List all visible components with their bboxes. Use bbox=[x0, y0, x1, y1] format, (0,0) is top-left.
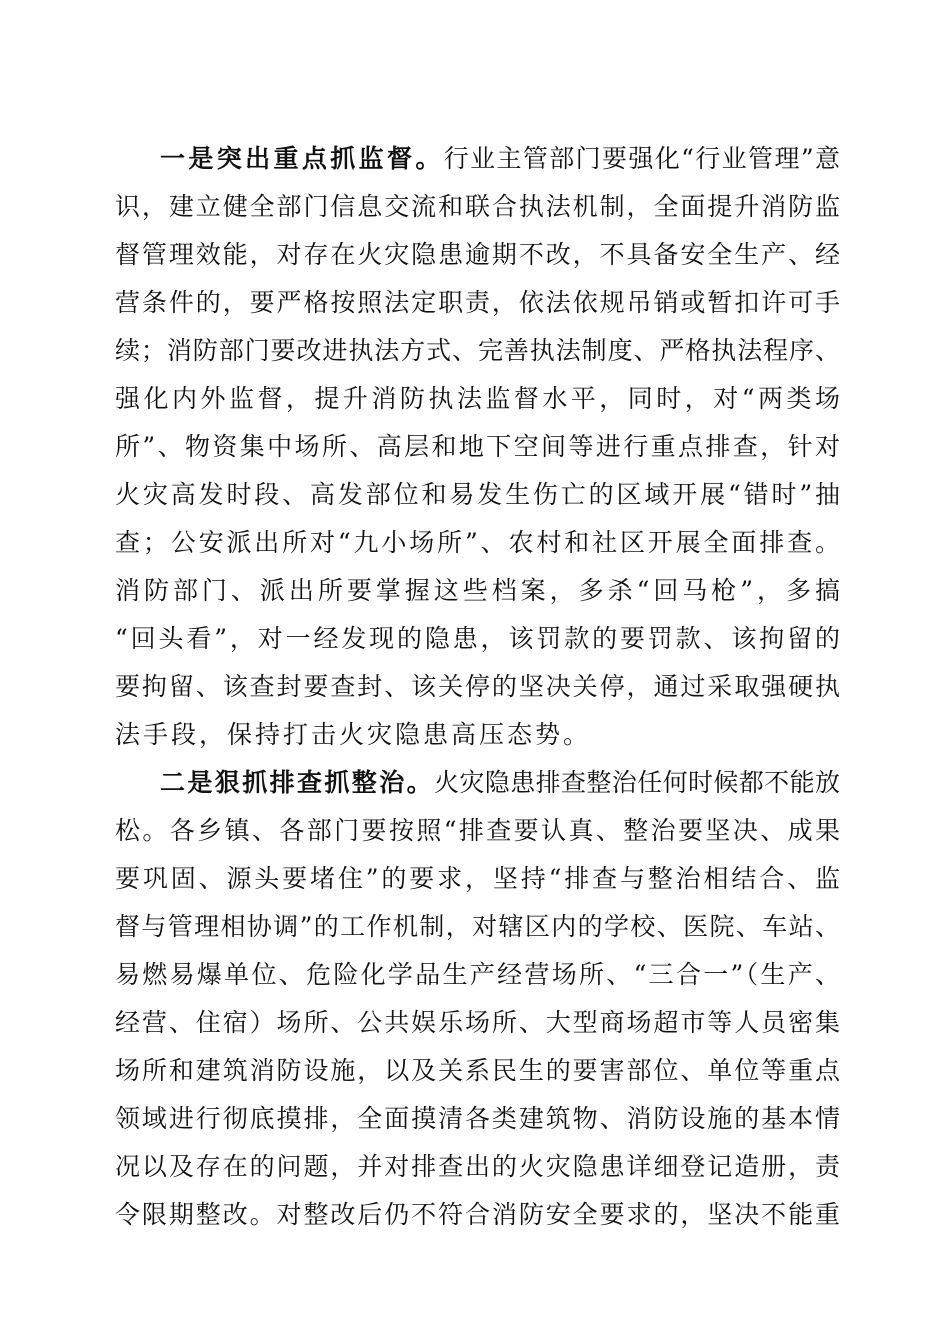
paragraph-2-line-10: 令限期整改。对整改后仍不符合消防安全要求的，坚决不能重 bbox=[115, 1200, 840, 1229]
paragraph-1-line-4: 营条件的，要严格按照法定职责，依法依规吊销或暂扣许可手 bbox=[115, 288, 840, 317]
paragraph-1-line-10: 消防部门、派出所要掌握这些档案，多杀“回马枪”，多搞 bbox=[115, 576, 840, 605]
paragraph-1-line-2: 识，建立健全部门信息交流和联合执法机制，全面提升消防监 bbox=[115, 192, 840, 221]
paragraph-1-line-8: 火灾高发时段、高发部位和易发生伤亡的区域开展“错时”抽 bbox=[115, 480, 840, 509]
paragraph-2-line-9: 况以及存在的问题，并对排查出的火灾隐患详细登记造册，责 bbox=[115, 1152, 840, 1181]
paragraph-1-heading: 一是突出重点抓监督。 bbox=[160, 144, 444, 173]
paragraph-2-line-4: 督与管理相协调”的工作机制，对辖区内的学校、医院、车站、 bbox=[115, 912, 840, 941]
paragraph-2-heading: 二是狠抓排查抓整治。 bbox=[160, 768, 434, 797]
paragraph-2-line-5: 易燃易爆单位、危险化学品生产经营场所、“三合一”（生产、 bbox=[115, 960, 840, 989]
paragraph-1-line-11: “回头看”，对一经发现的隐患，该罚款的要罚款、该拘留的 bbox=[115, 624, 840, 653]
paragraph-1-line-9: 查；公安派出所对“九小场所”、农村和社区开展全面排查。 bbox=[115, 528, 840, 557]
paragraph-2-line-1 bbox=[160, 759, 840, 807]
paragraph-2-line-6: 经营、住宿）场所、公共娱乐场所、大型商场超市等人员密集 bbox=[115, 1008, 840, 1037]
paragraph-1-line-13: 法手段，保持打击火灾隐患高压态势。 bbox=[115, 720, 592, 749]
paragraph-1-line-6: 强化内外监督，提升消防执法监督水平，同时，对“两类场 bbox=[115, 384, 840, 413]
paragraph-2-line-7: 场所和建筑消防设施，以及关系民生的要害部位、单位等重点 bbox=[115, 1056, 840, 1085]
paragraph-1-line-3: 督管理效能，对存在火灾隐患逾期不改，不具备安全生产、经 bbox=[115, 240, 840, 269]
paragraph-2-line-3: 要巩固、源头要堵住”的要求，坚持“排查与整治相结合、监 bbox=[115, 864, 840, 893]
paragraph-1-line-7: 所”、物资集中场所、高层和地下空间等进行重点排查，针对 bbox=[115, 432, 840, 461]
paragraph-1-line-1-text: 行业主管部门要强化“行业管理”意 bbox=[443, 144, 840, 173]
paragraph-1-line-5: 续；消防部门要改进执法方式、完善执法制度、严格执法程序、 bbox=[115, 336, 840, 365]
paragraph-1-line-1 bbox=[160, 135, 840, 183]
paragraph-2-line-1-text: 火灾隐患排查整治任何时候都不能放 bbox=[434, 768, 840, 797]
paragraph-2-line-2: 松。各乡镇、各部门要按照“排查要认真、整治要坚决、成果 bbox=[115, 816, 840, 845]
paragraph-2-line-8: 领域进行彻底摸排，全面摸清各类建筑物、消防设施的基本情 bbox=[115, 1104, 840, 1133]
paragraph-1-line-12: 要拘留、该查封要查封、该关停的坚决关停，通过采取强硬执 bbox=[115, 672, 840, 701]
